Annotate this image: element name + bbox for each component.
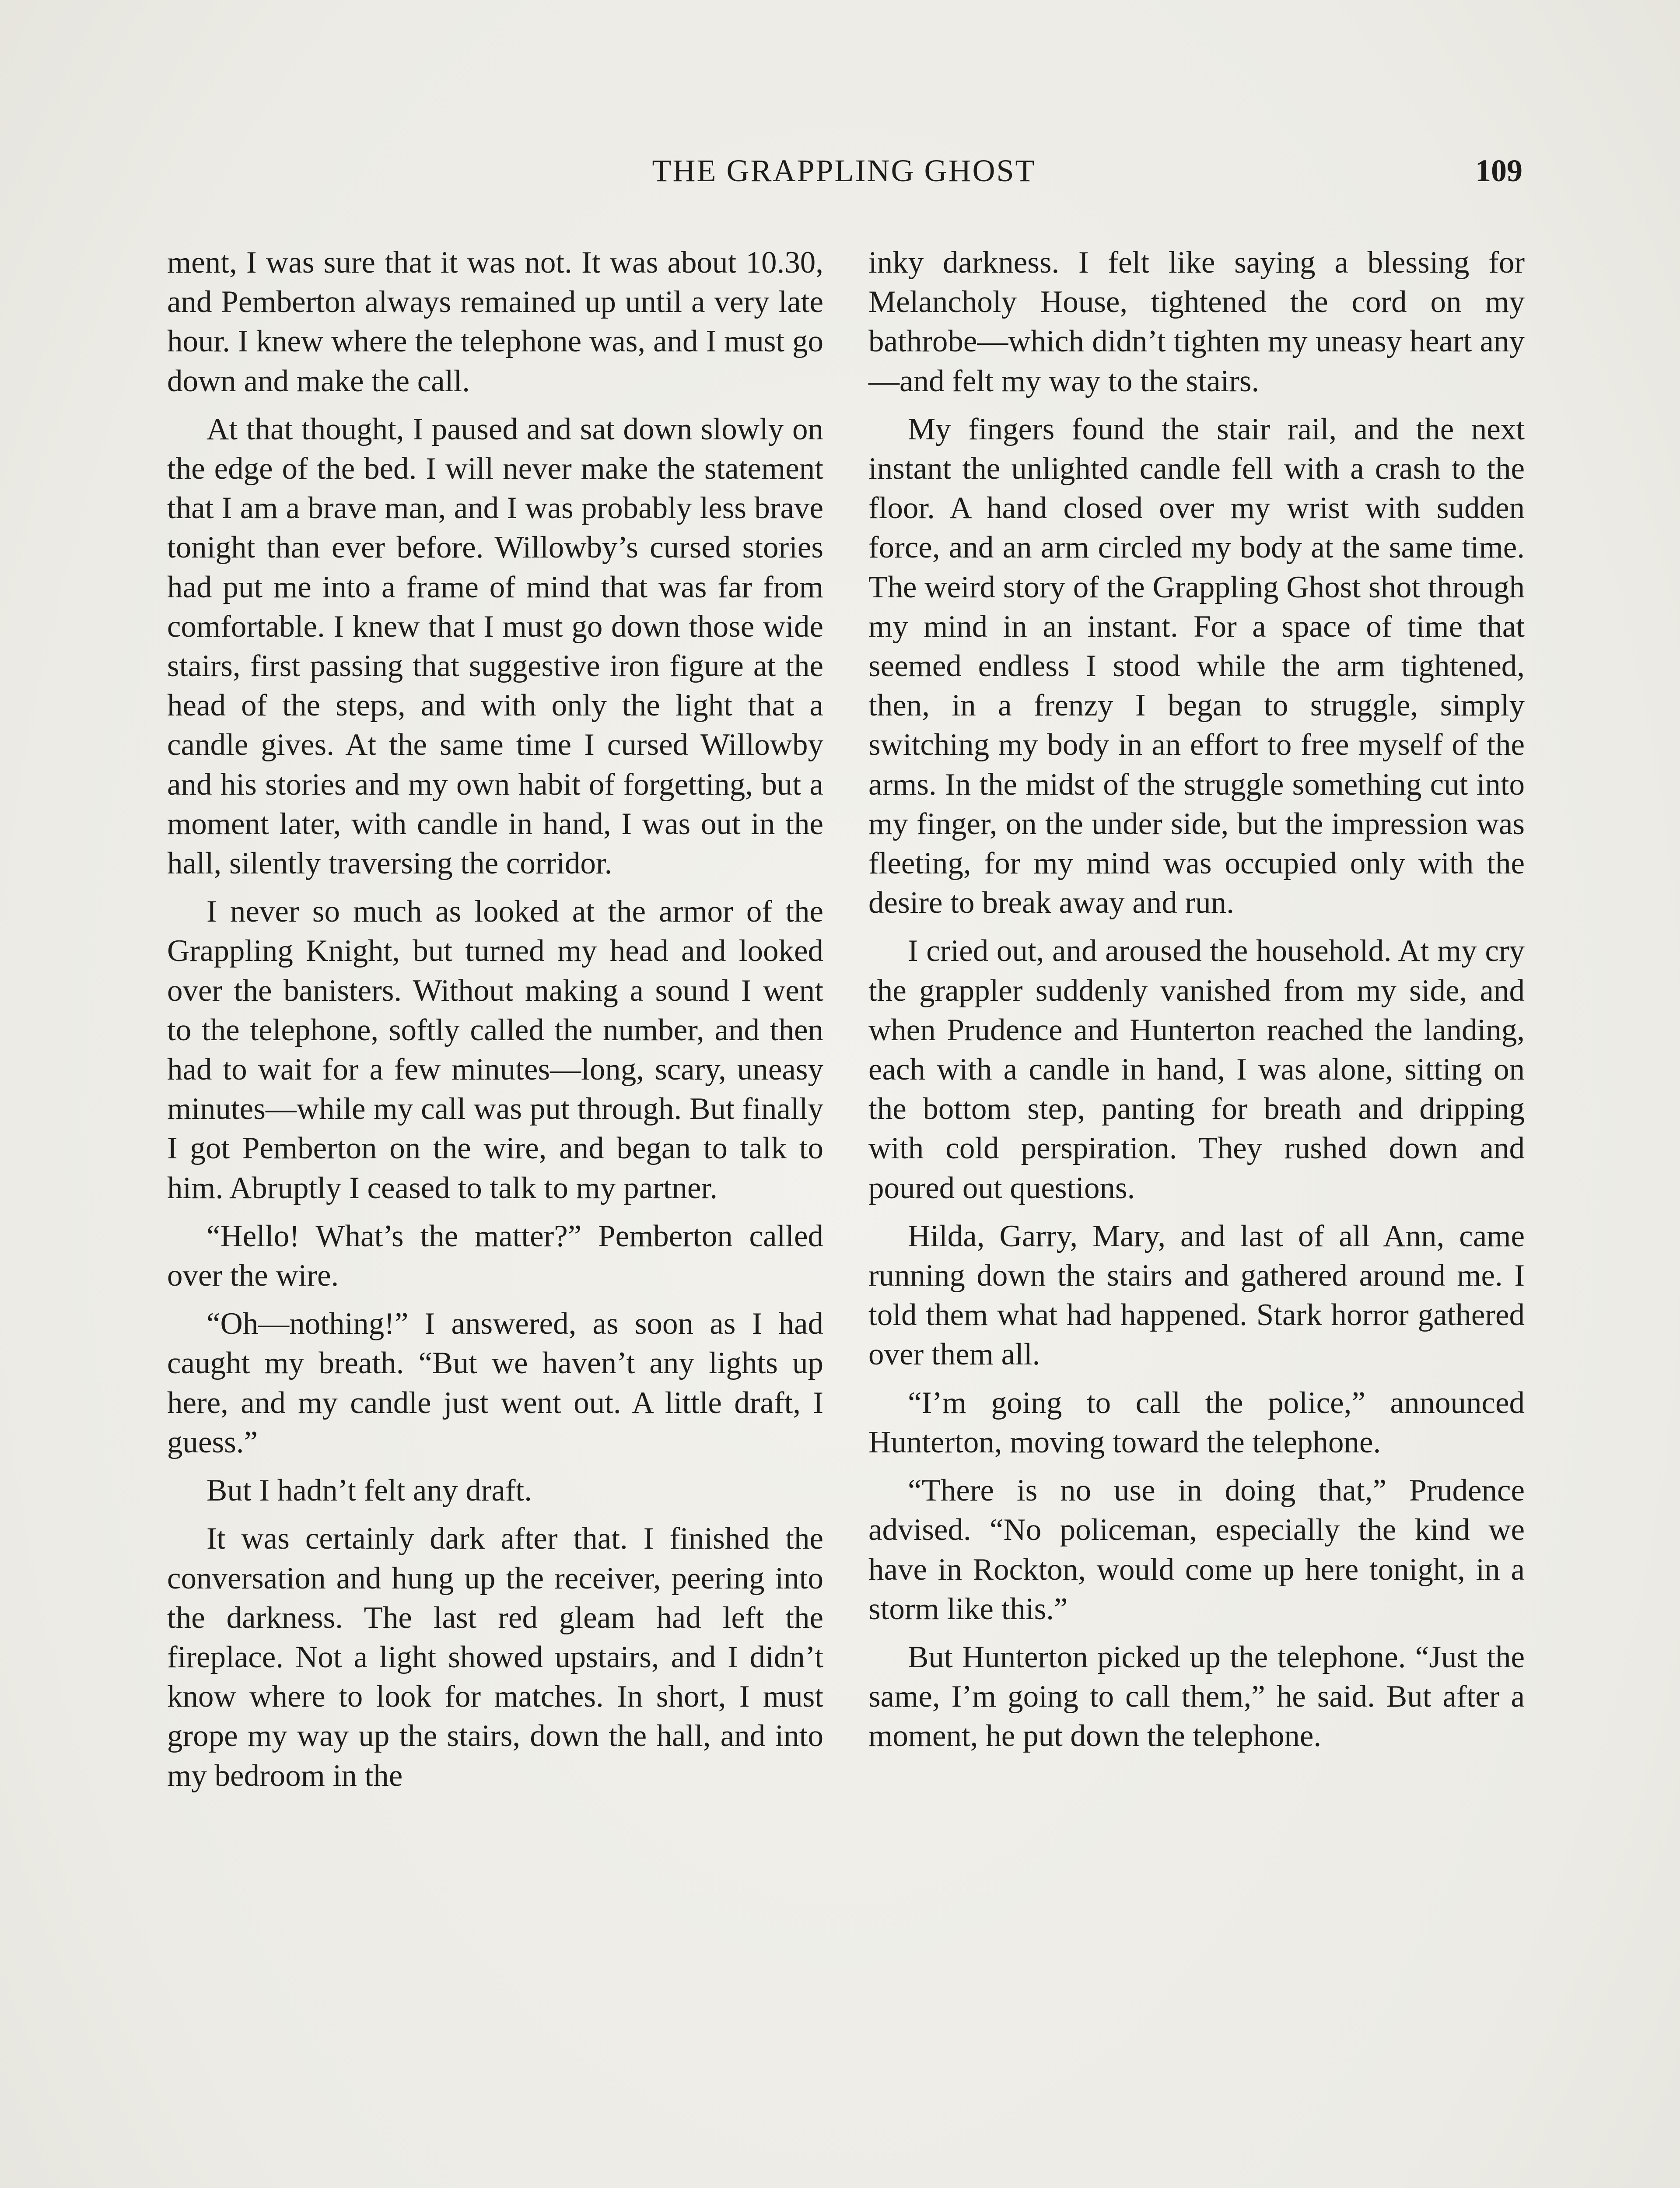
paragraph: inky darkness. I felt like saying a blessing for Melancholy House, tightened the cord on my bathrobe—which didn’t tighten my uneasy heart any—and felt my way to the stairs. bbox=[868, 245, 1525, 398]
left-column bbox=[167, 243, 823, 1804]
paragraph: But Hunterton picked up the telephone. “Just the same, I’m going to call them,” he said. But after a moment, he put down the telephone. bbox=[868, 1640, 1525, 1753]
running-header bbox=[165, 144, 1522, 197]
right-column bbox=[868, 243, 1525, 1765]
page-number: 109 bbox=[1475, 153, 1522, 188]
paragraph: I cried out, and aroused the household. At my cry the grappler suddenly vanished from my side, and when Prudence and Hunterton reached the landing, each with a candle in hand, I was alone, sitting on the bottom step, panting for breath and dripping with cold perspiration. They rushed down and poured out questions. bbox=[868, 934, 1525, 1205]
paragraph: “I’m going to call the police,” announced Hunterton, moving toward the telephone. bbox=[868, 1385, 1525, 1459]
running-title: THE GRAPPLING GHOST bbox=[652, 153, 1036, 188]
paragraph: But I hadn’t felt any draft. bbox=[206, 1473, 532, 1508]
paragraph: I never so much as looked at the armor of the Grappling Knight, but turned my head and looked over the banisters. Without making a sound I went to the telephone, softly called the number, and then had to wait for a few minutes—long, scary, uneasy minutes—while my call was put through. But finally I got Pemberton on the wire, and began to talk to him. Abruptly I ceased to talk to my partner. bbox=[167, 894, 823, 1205]
paragraph: My fingers found the stair rail, and the next instant the unlighted candle fell with a crash to the floor. A hand closed over my wrist with sudden force, and an arm circled my body at the same time. The weird story of the Grappling Ghost shot through my mind in an instant. For a space of time that seemed endless I stood while the arm tightened, then, in a frenzy I began to struggle, simply switching my body in an effort to free myself of the arms. In the midst of the struggle something cut into my finger, on the under side, but the impression was fleeting, for my mind was occupied only with the desire to break away and run. bbox=[868, 412, 1525, 920]
paragraph: “Oh—nothing!” I answered, as soon as I had caught my breath. “But we haven’t any lights up here, and my candle just went out. A little draft, I guess.” bbox=[167, 1307, 823, 1459]
paragraph: ment, I was sure that it was not. It was about 10.30, and Pemberton always remained up until a very late hour. I knew where the telephone was, and I must go down and make the call. bbox=[167, 245, 823, 398]
paragraph: “Hello! What’s the matter?” Pemberton called over the wire. bbox=[167, 1219, 823, 1293]
paragraph: It was certainly dark after that. I finished the conversation and hung up the receiver, peering into the darkness. The last red gleam had left the fireplace. Not a light showed upstairs, and I didn’t know where to look for matches. In short, I must grope my way up the stairs, down the hall, and into my bedroom in the bbox=[167, 1522, 823, 1793]
paragraph: Hilda, Garry, Mary, and last of all Ann, came running down the stairs and gathered around me. I told them what had happened. Stark horror gathered over them all. bbox=[868, 1219, 1525, 1372]
paragraph: “There is no use in doing that,” Prudence advised. “No policeman, especially the kind we have in Rockton, would come up here tonight, in a storm like this.” bbox=[868, 1473, 1525, 1626]
paragraph: At that thought, I paused and sat down slowly on the edge of the bed. I will never make the statement that I am a brave man, and I was probably less brave tonight than ever before. Willowby’s cursed stories had put me into a frame of mind that was far from comfortable. I knew that I must go down those wide stairs, first passing that suggestive iron figure at the head of the steps, and with only the light that a candle gives. At the same time I cursed Willowby and his stories and my own habit of forgetting, but a moment later, with candle in hand, I was out in the hall, silently traversing the corridor. bbox=[167, 412, 823, 881]
